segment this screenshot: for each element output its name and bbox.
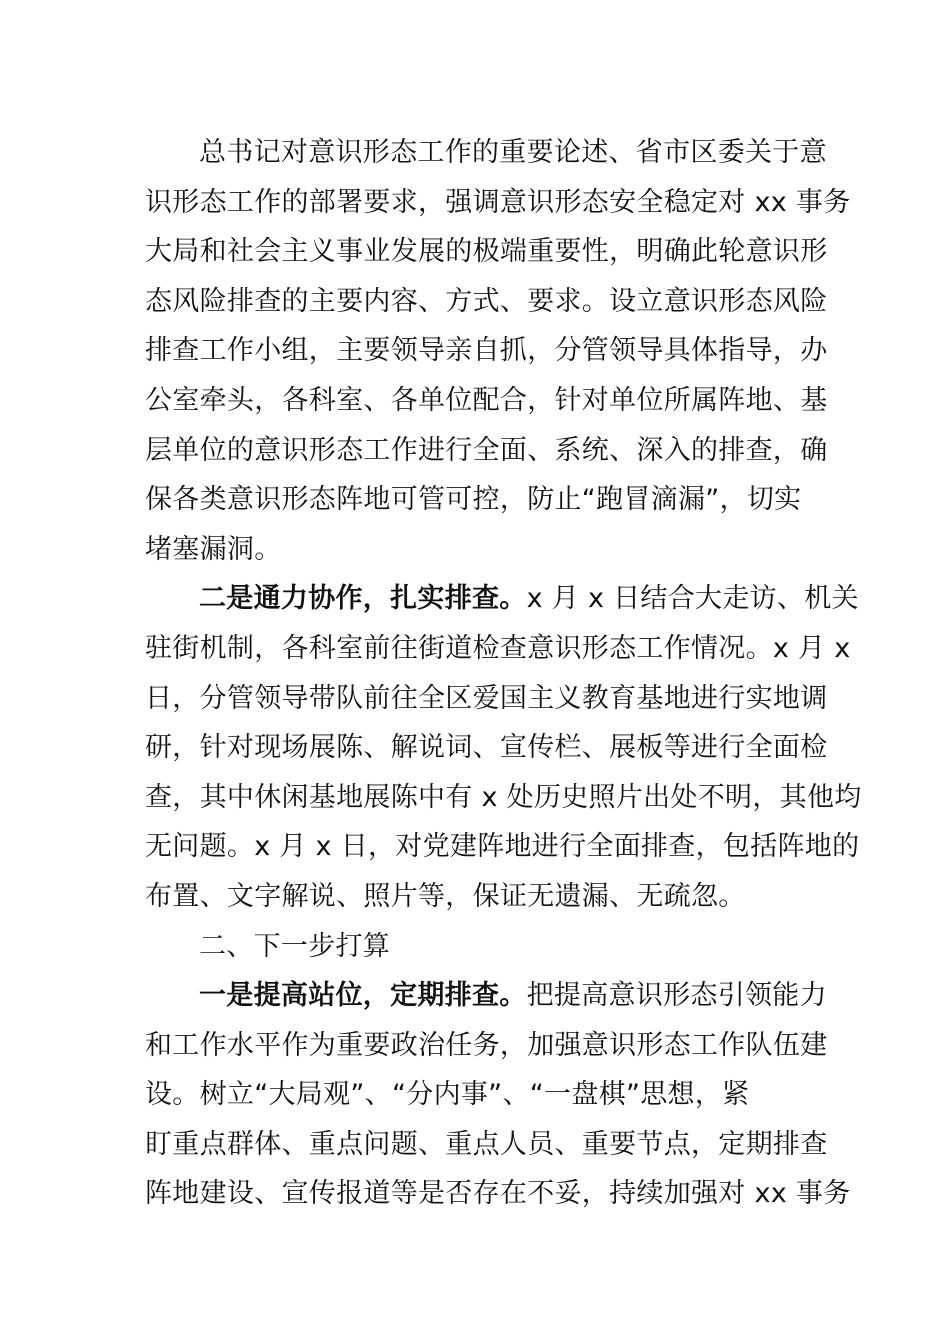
paragraph-line: 日，分管领导带队前往全区爱国主义教育基地进行实地调	[145, 682, 828, 714]
section-heading: 二、下一步打算	[199, 930, 391, 962]
paragraph-line: 和工作水平作为重要政治任务，加强意识形态工作队伍建	[145, 1029, 828, 1061]
paragraph-line: 布置、文字解说、照片等，保证无遗漏、无疏忽。	[145, 880, 746, 912]
paragraph-line: 堵塞漏洞。	[145, 533, 282, 565]
paragraph-line: 大局和社会主义事业发展的极端重要性，明确此轮意识形	[145, 236, 828, 268]
paragraph-line: 总书记对意识形态工作的重要论述、省市区委关于意	[199, 137, 827, 168]
paragraph-line: 态风险排查的主要内容、方式、要求。设立意识形态风险	[145, 285, 828, 317]
paragraph-line: 查，其中休闲基地展陈中有 x 处历史照片出处不明，其他均	[145, 781, 862, 813]
paragraph-line: 设。树立“大局观”、“分内事”、“一盘棋”思想，紧	[145, 1079, 750, 1111]
paragraph-line: 公室牵头，各科室、各单位配合，针对单位所属阵地、基	[145, 384, 828, 416]
paragraph-2-first-line	[145, 574, 859, 624]
paragraph-2-lead: 二是通力协作，扎实排查。	[199, 583, 527, 615]
document-body	[145, 128, 862, 1219]
paragraph-line: 研，针对现场展陈、解说词、宣传栏、展板等进行全面检	[145, 732, 828, 764]
paragraph-line: 盯重点群体、重点问题、重点人员、重要节点，定期排查	[145, 1128, 828, 1160]
paragraph-line: 层单位的意识形态工作进行全面、系统、深入的排查，确	[145, 434, 828, 466]
paragraph-3-first-line	[145, 971, 827, 1021]
paragraph-3-first-rest: 把提高意识形态引领能力	[526, 980, 827, 1012]
paragraph-line: 识形态工作的部署要求，强调意识形态安全稳定对 xx 事务	[145, 186, 851, 218]
paragraph-3-lead: 一是提高站位，定期排查。	[199, 980, 527, 1012]
paragraph-2-first-rest: x 月 x 日结合大走访、机关	[526, 583, 859, 615]
paragraph-line: 驻街机制，各科室前往街道检查意识形态工作情况。x 月 x	[145, 632, 851, 664]
paragraph-line: 阵地建设、宣传报道等是否存在不妥，持续加强对 xx 事务	[145, 1178, 851, 1210]
paragraph-line: 排查工作小组，主要领导亲自抓，分管领导具体指导，办	[145, 335, 828, 367]
paragraph-line: 无问题。x 月 x 日，对党建阵地进行全面排查，包括阵地的	[145, 831, 860, 863]
paragraph-line: 保各类意识形态阵地可管可控，防止“跑冒滴漏”，切实	[145, 484, 802, 516]
